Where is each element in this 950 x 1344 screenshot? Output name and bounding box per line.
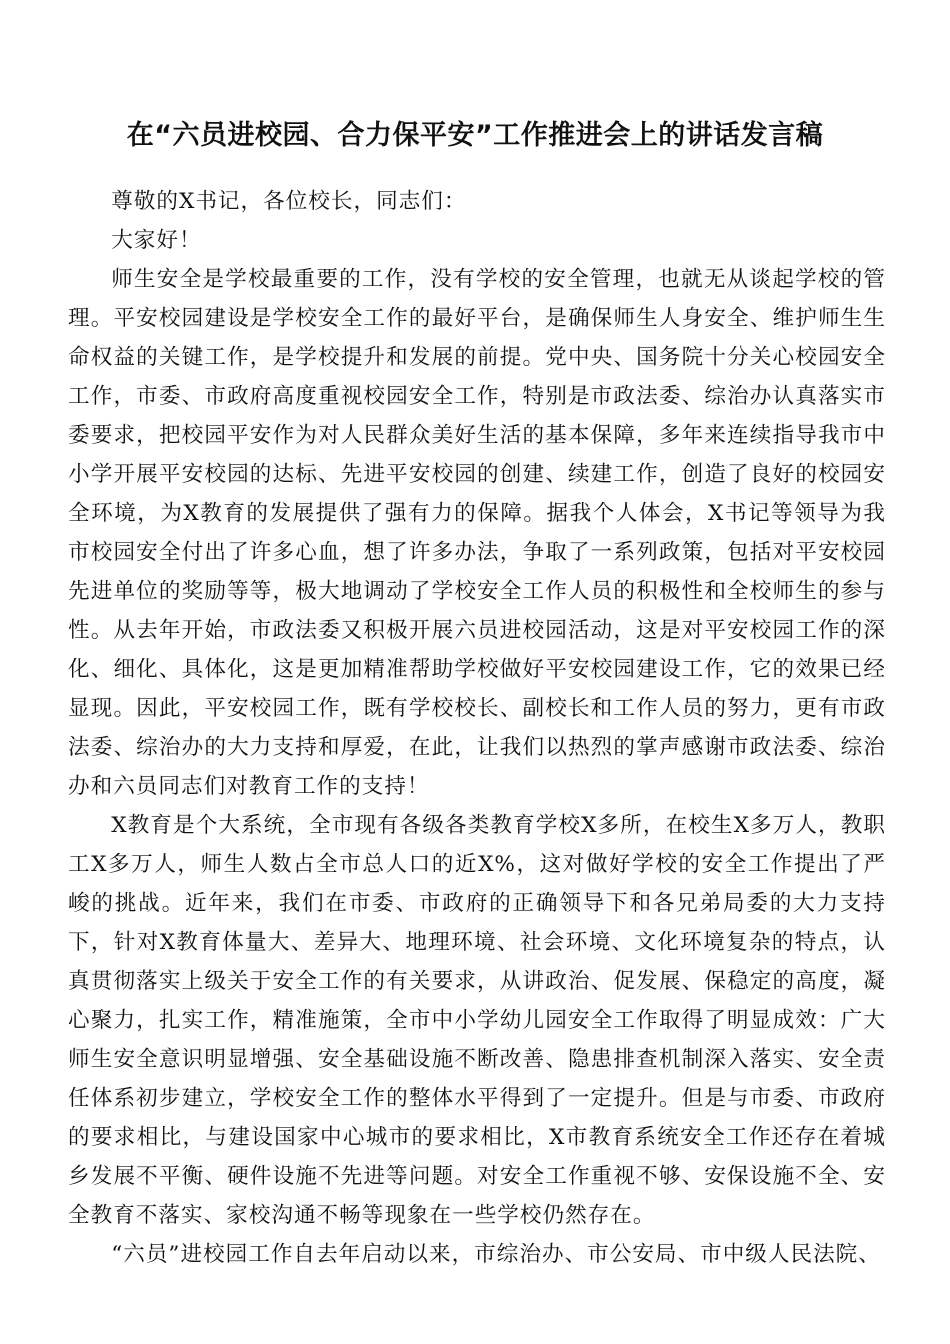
body-paragraph: 师生安全是学校最重要的工作，没有学校的安全管理，也就无从谈起学校的管理。平安校园建设是学校安全工作的最好平台，是确保师生人身安全、维护师生生命权益的关键工作，是学校提升和发展的前提。党中央、国务院十分关心校园安全工作，市委、市政府高度重视校园安全工作，特别是市政法委、综治办认真落实市委要求，把校园平安作为对人民群众美好生活的基本保障，多年来连续指导我市中小学开展平安校园的达标、先进平安校园的创建、续建工作，创造了良好的校园安全环境，为X教育的发展提供了强有力的保障。据我个人体会，X书记等领导为我市校园安全付出了许多心血，想了许多办法，争取了一系列政策，包括对平安校园先进单位的奖励等等，极大地调动了学校安全工作人员的积极性和全校师生的参与性。从去年开始，市政法委又积极开展六员进校园活动，这是对平安校园工作的深化、细化、具体化，这是更加精准帮助学校做好平安校园建设工作，它的效果已经显现。因此，平安校园工作，既有学校校长、副校长和工作人员的努力，更有市政法委、综治办的大力支持和厚爱，在此，让我们以热烈的掌声感谢市政法委、综治办和六员同志们对教育工作的支持！ — [68, 267, 886, 799]
greeting-paragraph: 大家好！ — [111, 228, 202, 253]
body-paragraph: X教育是个大系统，全市现有各级各类教育学校X多所，在校生X多万人，教职工X多万人，师生人数占全市总人口的近X%，这对做好学校的安全工作提出了严峻的挑战。近年来，我们在市委、市政府的正确领导下和各兄弟局委的大力支持下，针对X教育体量大、差异大、地理环境、社会环境、文化环境复杂的特点，认真贯彻落实上级关于安全工作的有关要求，从讲政治、促发展、保稳定的高度，凝心聚力，扎实工作，精准施策，全市中小学幼儿园安全工作取得了明显成效：广大师生安全意识明显增强、安全基础设施不断改善、隐患排查机制深入落实、安全责任体系初步建立，学校安全工作的整体水平得到了一定提升。但是与市委、市政府的要求相比，与建设国家中心城市的要求相比，X市教育系统安全工作还存在着城乡发展不平衡、硬件设施不先进等问题。对安全工作重视不够、安保设施不全、安全教育不落实、家校沟通不畅等现象在一些学校仍然存在。 — [68, 813, 886, 1228]
salutation-paragraph: 尊敬的X书记，各位校长，同志们： — [111, 189, 467, 214]
document-body — [68, 182, 886, 1274]
body-paragraph: “六员”进校园工作自去年启动以来，市综治办、市公安局、市中级人民法院、 — [111, 1242, 881, 1267]
document-title: 在“六员进校园、合力保平安”工作推进会上的讲话发言稿 — [126, 120, 824, 152]
